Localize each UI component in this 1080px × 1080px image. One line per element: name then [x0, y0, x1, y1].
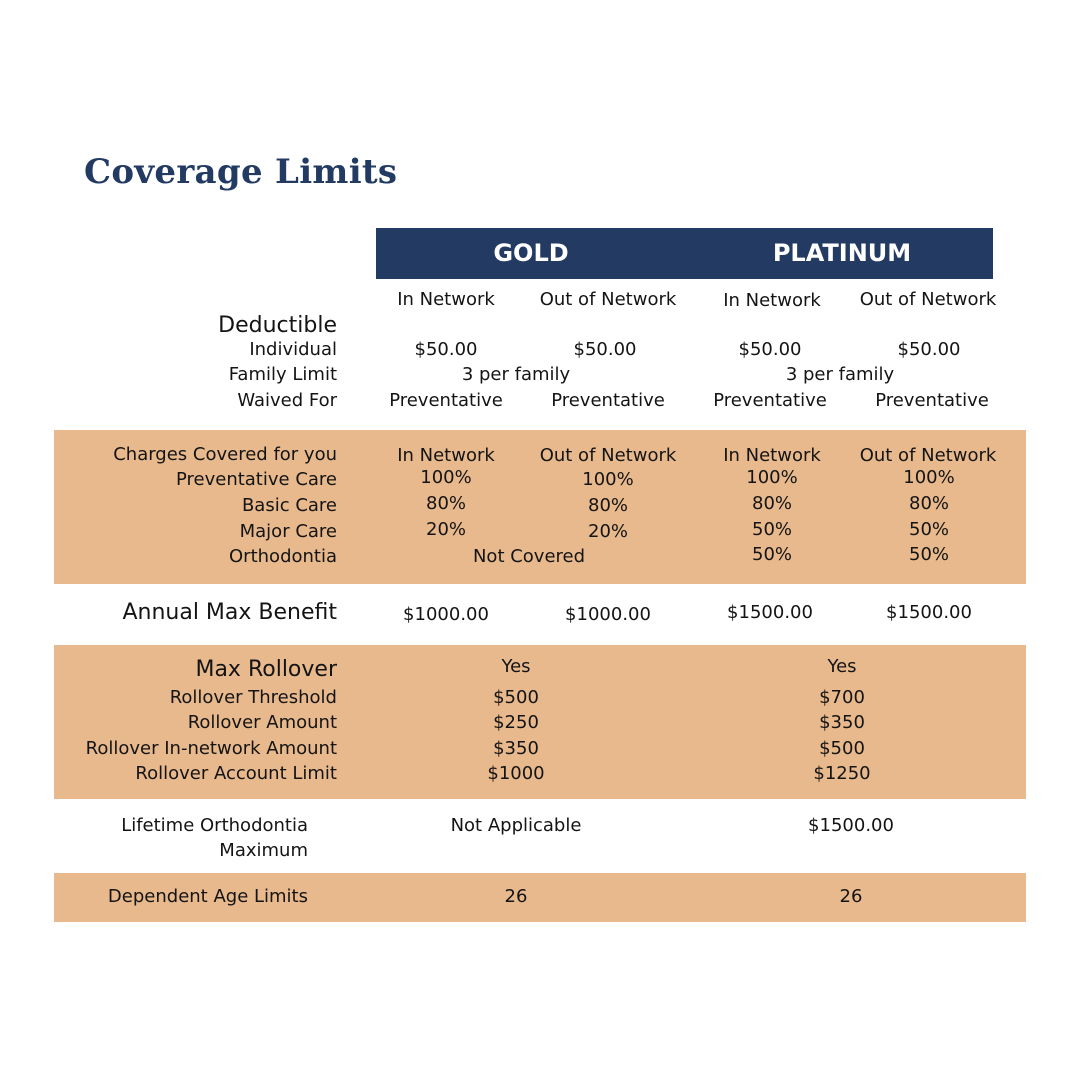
cell-gold-in: $50.00: [414, 339, 478, 360]
cell-plat-out: 50%: [908, 544, 950, 565]
network-header-gold-in: In Network: [397, 289, 495, 310]
cell-gold: $1000: [487, 763, 545, 784]
cell-plat: Yes: [827, 656, 857, 677]
cell-gold-out: $1000.00: [565, 604, 651, 625]
cell-plat-in: 100%: [746, 467, 798, 488]
plan-gold-header: GOLD: [493, 239, 569, 267]
cell-plat-in: 50%: [751, 544, 793, 565]
network-header-plat-out: Out of Network: [859, 445, 997, 466]
cell-plat: $1250: [813, 763, 871, 784]
cell-plat-out: 80%: [908, 493, 950, 514]
cell-gold: 3 per family: [461, 364, 571, 385]
network-header-plat-in: In Network: [723, 290, 821, 311]
plan-platinum-header: PLATINUM: [772, 239, 912, 267]
cell-plat-in: Preventative: [713, 390, 827, 411]
cell-plat: $1500.00: [808, 815, 894, 836]
cell-plat-out: 50%: [908, 519, 950, 540]
network-header-gold-out: Out of Network: [539, 445, 677, 466]
row-label: Rollover Account Limit: [135, 763, 337, 784]
row-label: Rollover In-network Amount: [85, 738, 337, 759]
cell-gold-out: Preventative: [551, 390, 665, 411]
cell-plat-in: $1500.00: [727, 602, 813, 623]
cell-plat-out: 100%: [903, 467, 955, 488]
cell-gold: 26: [504, 886, 528, 907]
cell-plat-in: $50.00: [738, 339, 802, 360]
row-label: Rollover Threshold: [169, 687, 337, 708]
charges-heading: Charges Covered for you: [113, 444, 337, 465]
row-label: Rollover Amount: [187, 712, 337, 733]
row-label: Preventative Care: [175, 469, 337, 490]
cell-plat-out: $50.00: [897, 339, 961, 360]
cell-plat: $350: [819, 712, 865, 733]
row-label: Major Care: [239, 521, 337, 542]
network-header-gold-in: In Network: [397, 445, 495, 466]
cell-plat-out: Preventative: [875, 390, 989, 411]
cell-gold-out: $50.00: [573, 339, 637, 360]
lifetime-label-line1: Lifetime Orthodontia: [121, 815, 308, 836]
cell-gold-out: 20%: [587, 521, 629, 542]
cell-gold-in: 20%: [425, 519, 467, 540]
cell-gold: $500: [493, 687, 539, 708]
cell-gold: Not Applicable: [450, 815, 582, 836]
network-header-plat-in: In Network: [723, 445, 821, 466]
cell-gold: $350: [493, 738, 539, 759]
cell-gold-out: 80%: [587, 495, 629, 516]
cell-gold: Yes: [501, 656, 531, 677]
network-header-gold-out: Out of Network: [539, 289, 677, 310]
cell-gold-in: 100%: [420, 467, 472, 488]
cell-plat-out: $1500.00: [886, 602, 972, 623]
row-label: Basic Care: [241, 495, 337, 516]
lifetime-label-line2: Maximum: [219, 840, 308, 861]
cell-plat: $700: [819, 687, 865, 708]
cell-gold-in: Preventative: [389, 390, 503, 411]
cell-plat: 26: [839, 886, 863, 907]
deductible-heading: Deductible: [218, 313, 337, 338]
cell-gold-in: 80%: [425, 493, 467, 514]
rollover-heading: Max Rollover: [195, 657, 337, 682]
dependent-label: Dependent Age Limits: [107, 886, 308, 907]
annual-max-label: Annual Max Benefit: [122, 600, 337, 625]
row-label: Waived For: [237, 390, 337, 411]
cell-gold: $250: [493, 712, 539, 733]
cell-gold-in: $1000.00: [403, 604, 489, 625]
row-label: Family Limit: [228, 364, 337, 385]
row-label: Individual: [249, 339, 337, 360]
network-header-plat-out: Out of Network: [859, 289, 997, 310]
cell-gold: Not Covered: [472, 546, 586, 567]
cell-plat: 3 per family: [785, 364, 895, 385]
cell-plat: $500: [819, 738, 865, 759]
cell-gold-out: 100%: [582, 469, 634, 490]
row-label: Orthodontia: [229, 546, 337, 567]
cell-plat-in: 80%: [751, 493, 793, 514]
page-title: Coverage Limits: [84, 152, 398, 192]
cell-plat-in: 50%: [751, 519, 793, 540]
